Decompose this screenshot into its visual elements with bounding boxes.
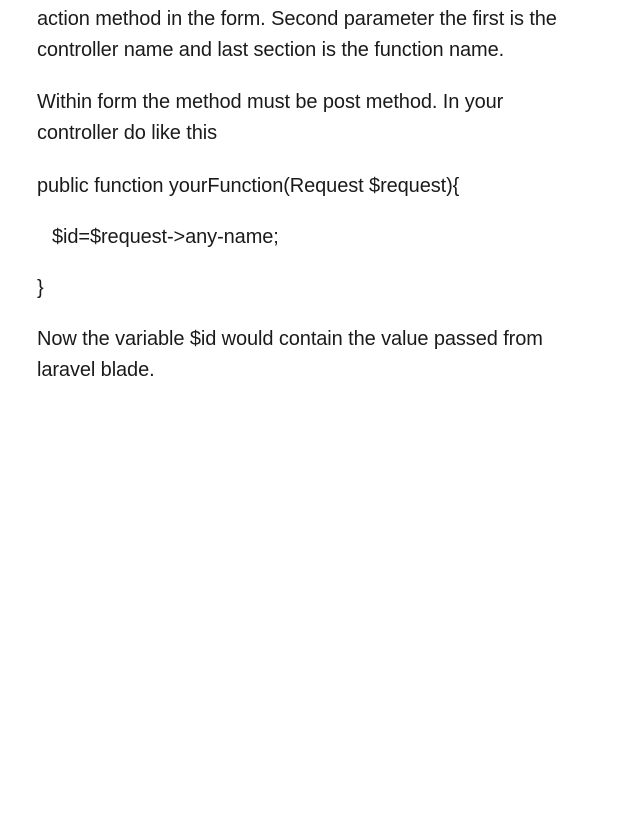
text-line: laravel blade. bbox=[37, 359, 155, 381]
answer-body bbox=[0, 0, 638, 386]
text-line: controller name and last section is the function name. bbox=[37, 39, 505, 61]
text-line: Now the variable $id would contain the value passed from bbox=[37, 328, 543, 350]
code-function-signature: public function yourFunction(Request $request){ bbox=[37, 175, 460, 197]
text-line: Within form the method must be post method. In your bbox=[37, 91, 504, 113]
paragraph-form-action bbox=[37, 4, 601, 66]
paragraph-post-method bbox=[37, 87, 601, 149]
code-function-body: $id=$request->any-name; bbox=[52, 226, 279, 248]
text-line: action method in the form. Second parameter the first is the bbox=[37, 8, 557, 30]
code-closing-brace: } bbox=[37, 277, 44, 299]
paragraph-conclusion bbox=[37, 324, 601, 386]
text-line: controller do like this bbox=[37, 122, 218, 144]
